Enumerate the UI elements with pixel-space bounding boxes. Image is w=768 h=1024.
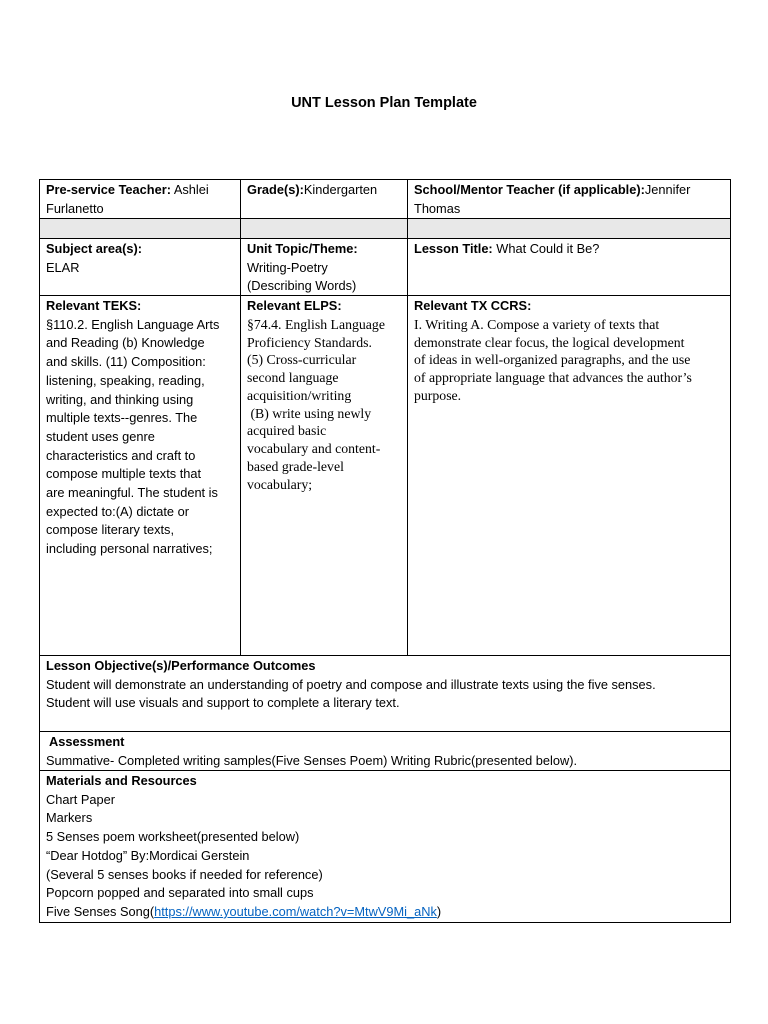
teks-label: Relevant TEKS: [46, 298, 142, 313]
objectives-label: Lesson Objective(s)/Performance Outcomes [46, 658, 316, 673]
teks-line: characteristics and craft to [46, 447, 196, 463]
elps-label: Relevant ELPS: [247, 298, 342, 313]
elps-line: Proficiency Standards. [247, 334, 372, 350]
grades-value: Kindergarten [303, 182, 378, 197]
elps-line: (5) Cross-curricular [247, 352, 357, 368]
ccrs-line: of ideas in well-organized paragraphs, and the use [414, 352, 691, 368]
elps-line: second language [247, 370, 339, 386]
teks-line: and skills. (11) Composition: [46, 354, 206, 370]
teks-line: listening, speaking, reading, [46, 372, 205, 388]
ccrs-line: purpose. [414, 387, 462, 403]
preservice-teacher-label: Pre-service Teacher: [46, 182, 171, 197]
elps-line: acquisition/writing [247, 387, 352, 403]
lesson-title-label: Lesson Title: [414, 241, 493, 256]
preservice-teacher-value-2: Furlanetto [46, 200, 104, 216]
assessment-text: Summative- Completed writing samples(Five Senses Poem) Writing Rubric(presented below). [46, 752, 578, 768]
unit-topic-label: Unit Topic/Theme: [247, 241, 358, 256]
elps-line: acquired basic [247, 423, 327, 439]
teks-cell [39, 295, 241, 656]
ccrs-line: demonstrate clear focus, the logical development [414, 334, 685, 350]
objective-line: Student will use visuals and support to complete a literary text. [46, 695, 400, 711]
teks-line: including personal narratives; [46, 541, 213, 557]
teks-line: multiple texts--genres. The [46, 410, 198, 426]
elps-line: based grade-level [247, 459, 344, 475]
school-mentor-value-2: Thomas [414, 200, 461, 216]
subject-area-cell [39, 238, 241, 296]
document-title: UNT Lesson Plan Template [291, 95, 477, 111]
teks-line: compose literary texts, [46, 522, 175, 538]
song-suffix: ) [436, 903, 442, 919]
unit-topic-value-1: Writing-Poetry [247, 259, 328, 275]
subject-area-label: Subject area(s): [46, 241, 143, 256]
materials-item: Chart Paper [46, 791, 115, 807]
grades-cell [240, 179, 408, 219]
elps-line: §74.4. English Language [247, 316, 385, 332]
materials-cell [39, 770, 731, 923]
teks-line: §110.2. English Language Arts [46, 316, 220, 332]
objective-line: Student will demonstrate an understanding of poetry and compose and illustrate texts using the five senses. [46, 676, 656, 692]
preservice-teacher-value-1: Ashlei [173, 182, 209, 197]
five-senses-song-line [46, 903, 725, 922]
spacer-cell-1 [39, 218, 241, 239]
school-mentor-label: School/Mentor Teacher (if applicable): [414, 182, 645, 197]
teks-line: writing, and thinking using [46, 391, 194, 407]
elps-line: vocabulary; [247, 476, 313, 492]
school-mentor-value-1: Jennifer [644, 182, 691, 197]
spacer-cell-3 [407, 218, 731, 239]
elps-cell [240, 295, 408, 656]
assessment-label: Assessment [49, 734, 125, 749]
materials-item: 5 Senses poem worksheet(presented below) [46, 829, 300, 845]
preservice-teacher-cell [39, 179, 241, 219]
teks-line: compose multiple texts that [46, 466, 202, 482]
teks-line: student uses genre [46, 428, 155, 444]
materials-item: (Several 5 senses books if needed for reference) [46, 866, 323, 882]
elps-line: vocabulary and content- [247, 441, 381, 457]
unit-topic-cell [240, 238, 408, 296]
ccrs-line: of appropriate language that advances the author’s [414, 370, 692, 386]
teks-line: and Reading (b) Knowledge [46, 335, 205, 351]
unit-topic-value-2: (Describing Words) [247, 278, 357, 294]
ccrs-label: Relevant TX CCRS: [414, 298, 532, 313]
materials-item: “Dear Hotdog” By:Mordicai Gerstein [46, 847, 250, 863]
subject-area-value: ELAR [46, 259, 80, 275]
materials-label: Materials and Resources [46, 773, 197, 788]
materials-item: Popcorn popped and separated into small cups [46, 885, 314, 901]
five-senses-song-link[interactable]: https://www.youtube.com/watch?v=MtwV9Mi_aNk [154, 903, 437, 919]
spacer-cell-2 [240, 218, 408, 239]
ccrs-line: I. Writing A. Compose a variety of texts that [414, 316, 660, 332]
song-prefix: Five Senses Song( [46, 903, 155, 919]
objectives-cell [39, 655, 731, 732]
lesson-title-cell [407, 238, 731, 296]
elps-line: (B) write using newly [247, 405, 372, 421]
teks-line: are meaningful. The student is [46, 485, 218, 501]
materials-item: Markers [46, 810, 93, 826]
assessment-cell [39, 731, 731, 771]
teks-line: expected to:(A) dictate or [46, 503, 189, 519]
lesson-title-value: What Could it Be? [496, 241, 600, 256]
ccrs-cell [407, 295, 731, 656]
school-mentor-cell [407, 179, 731, 219]
grades-label: Grade(s): [247, 182, 304, 197]
